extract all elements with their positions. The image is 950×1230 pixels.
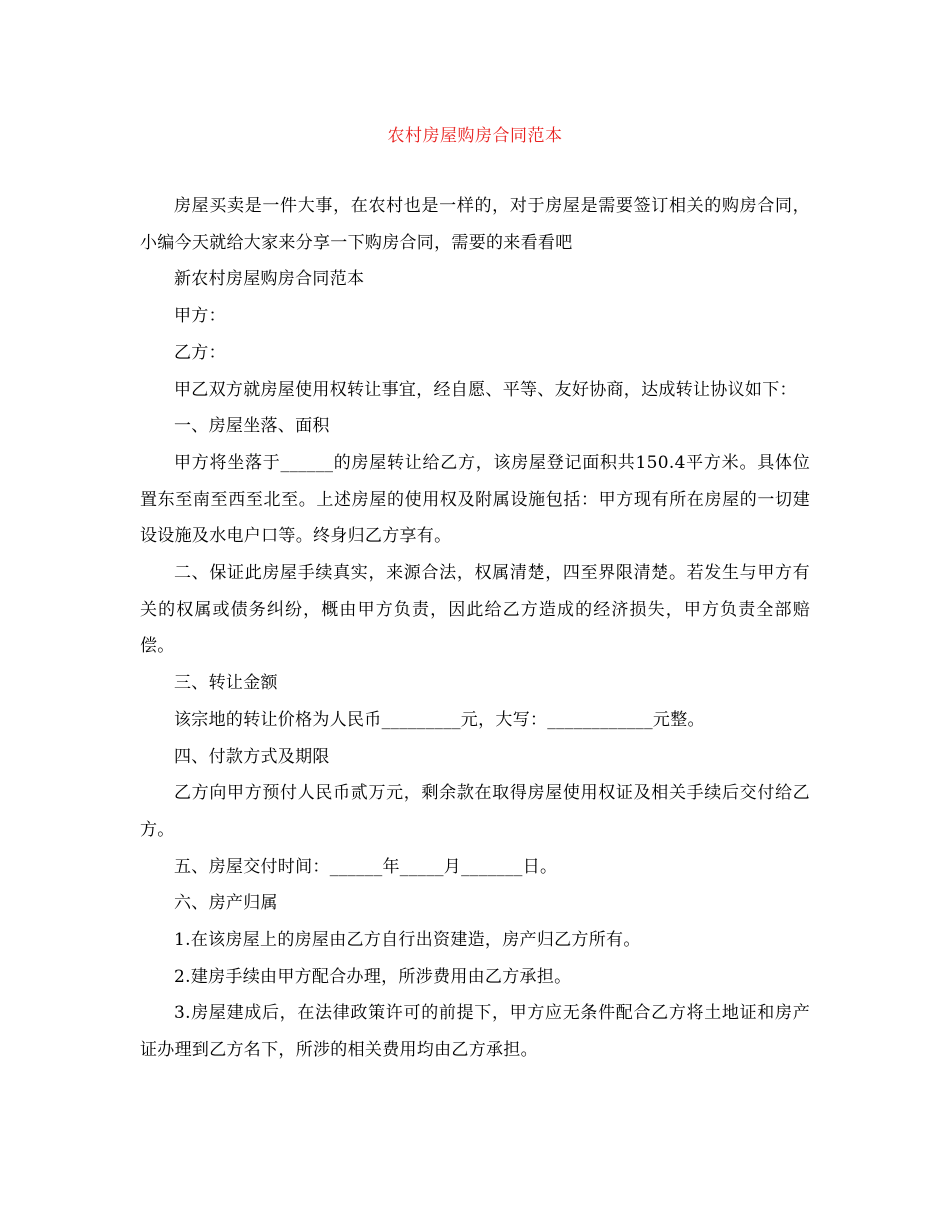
party-b-line: 乙方： xyxy=(174,342,226,363)
section-heading-6: 六、房产归属 xyxy=(174,893,278,914)
document-body xyxy=(140,188,810,1069)
section-heading-1: 一、房屋坐落、面积 xyxy=(174,416,330,437)
list-item-6-3: 3.房屋建成后，在法律政策许可的前提下，甲方应无条件配合乙方将土地证和房产证办理到乙方名下，所涉的相关费用均由乙方承担。 xyxy=(140,1003,810,1061)
document-title: 农村房屋购房合同范本 xyxy=(387,126,563,146)
section-heading-4: 四、付款方式及期限 xyxy=(174,746,330,767)
list-item-6-2: 2.建房手续由甲方配合办理，所涉费用由乙方承担。 xyxy=(174,966,572,987)
agreement-preamble: 甲乙双方就房屋使用权转让事宜，经自愿、平等、友好协商，达成转让协议如下： xyxy=(174,379,797,400)
section-body-1: 甲方将坐落于______的房屋转让给乙方，该房屋登记面积共150.4平方米。具体位置东至南至西至北至。上述房屋的使用权及附属设施包括：甲方现有所在房屋的一切建设设施及水电户口等。终身归乙方享有。 xyxy=(140,452,810,547)
section-body-2: 二、保证此房屋手续真实，来源合法，权属清楚，四至界限清楚。若发生与甲方有关的权属或债务纠纷，概由甲方负责，因此给乙方造成的经济损失，甲方负责全部赔偿。 xyxy=(140,563,810,657)
section-body-3: 该宗地的转让价格为人民币_________元，大写：____________元整。 xyxy=(174,709,705,730)
section-body-5: 五、房屋交付时间：______年_____月_______日。 xyxy=(174,856,558,877)
section-heading-3: 三、转让金额 xyxy=(174,673,278,694)
intro-paragraph: 房屋买卖是一件大事，在农村也是一样的，对于房屋是需要签订相关的购房合同，小编今天就给大家来分享一下购房合同，需要的来看看吧 xyxy=(140,196,810,253)
contract-subtitle: 新农村房屋购房合同范本 xyxy=(174,269,365,290)
party-a-line: 甲方： xyxy=(174,306,226,327)
list-item-6-1: 1.在该房屋上的房屋由乙方自行出资建造，房产归乙方所有。 xyxy=(174,930,641,951)
section-body-4: 乙方向甲方预付人民币贰万元，剩余款在取得房屋使用权证及相关手续后交付给乙方。 xyxy=(140,783,810,840)
